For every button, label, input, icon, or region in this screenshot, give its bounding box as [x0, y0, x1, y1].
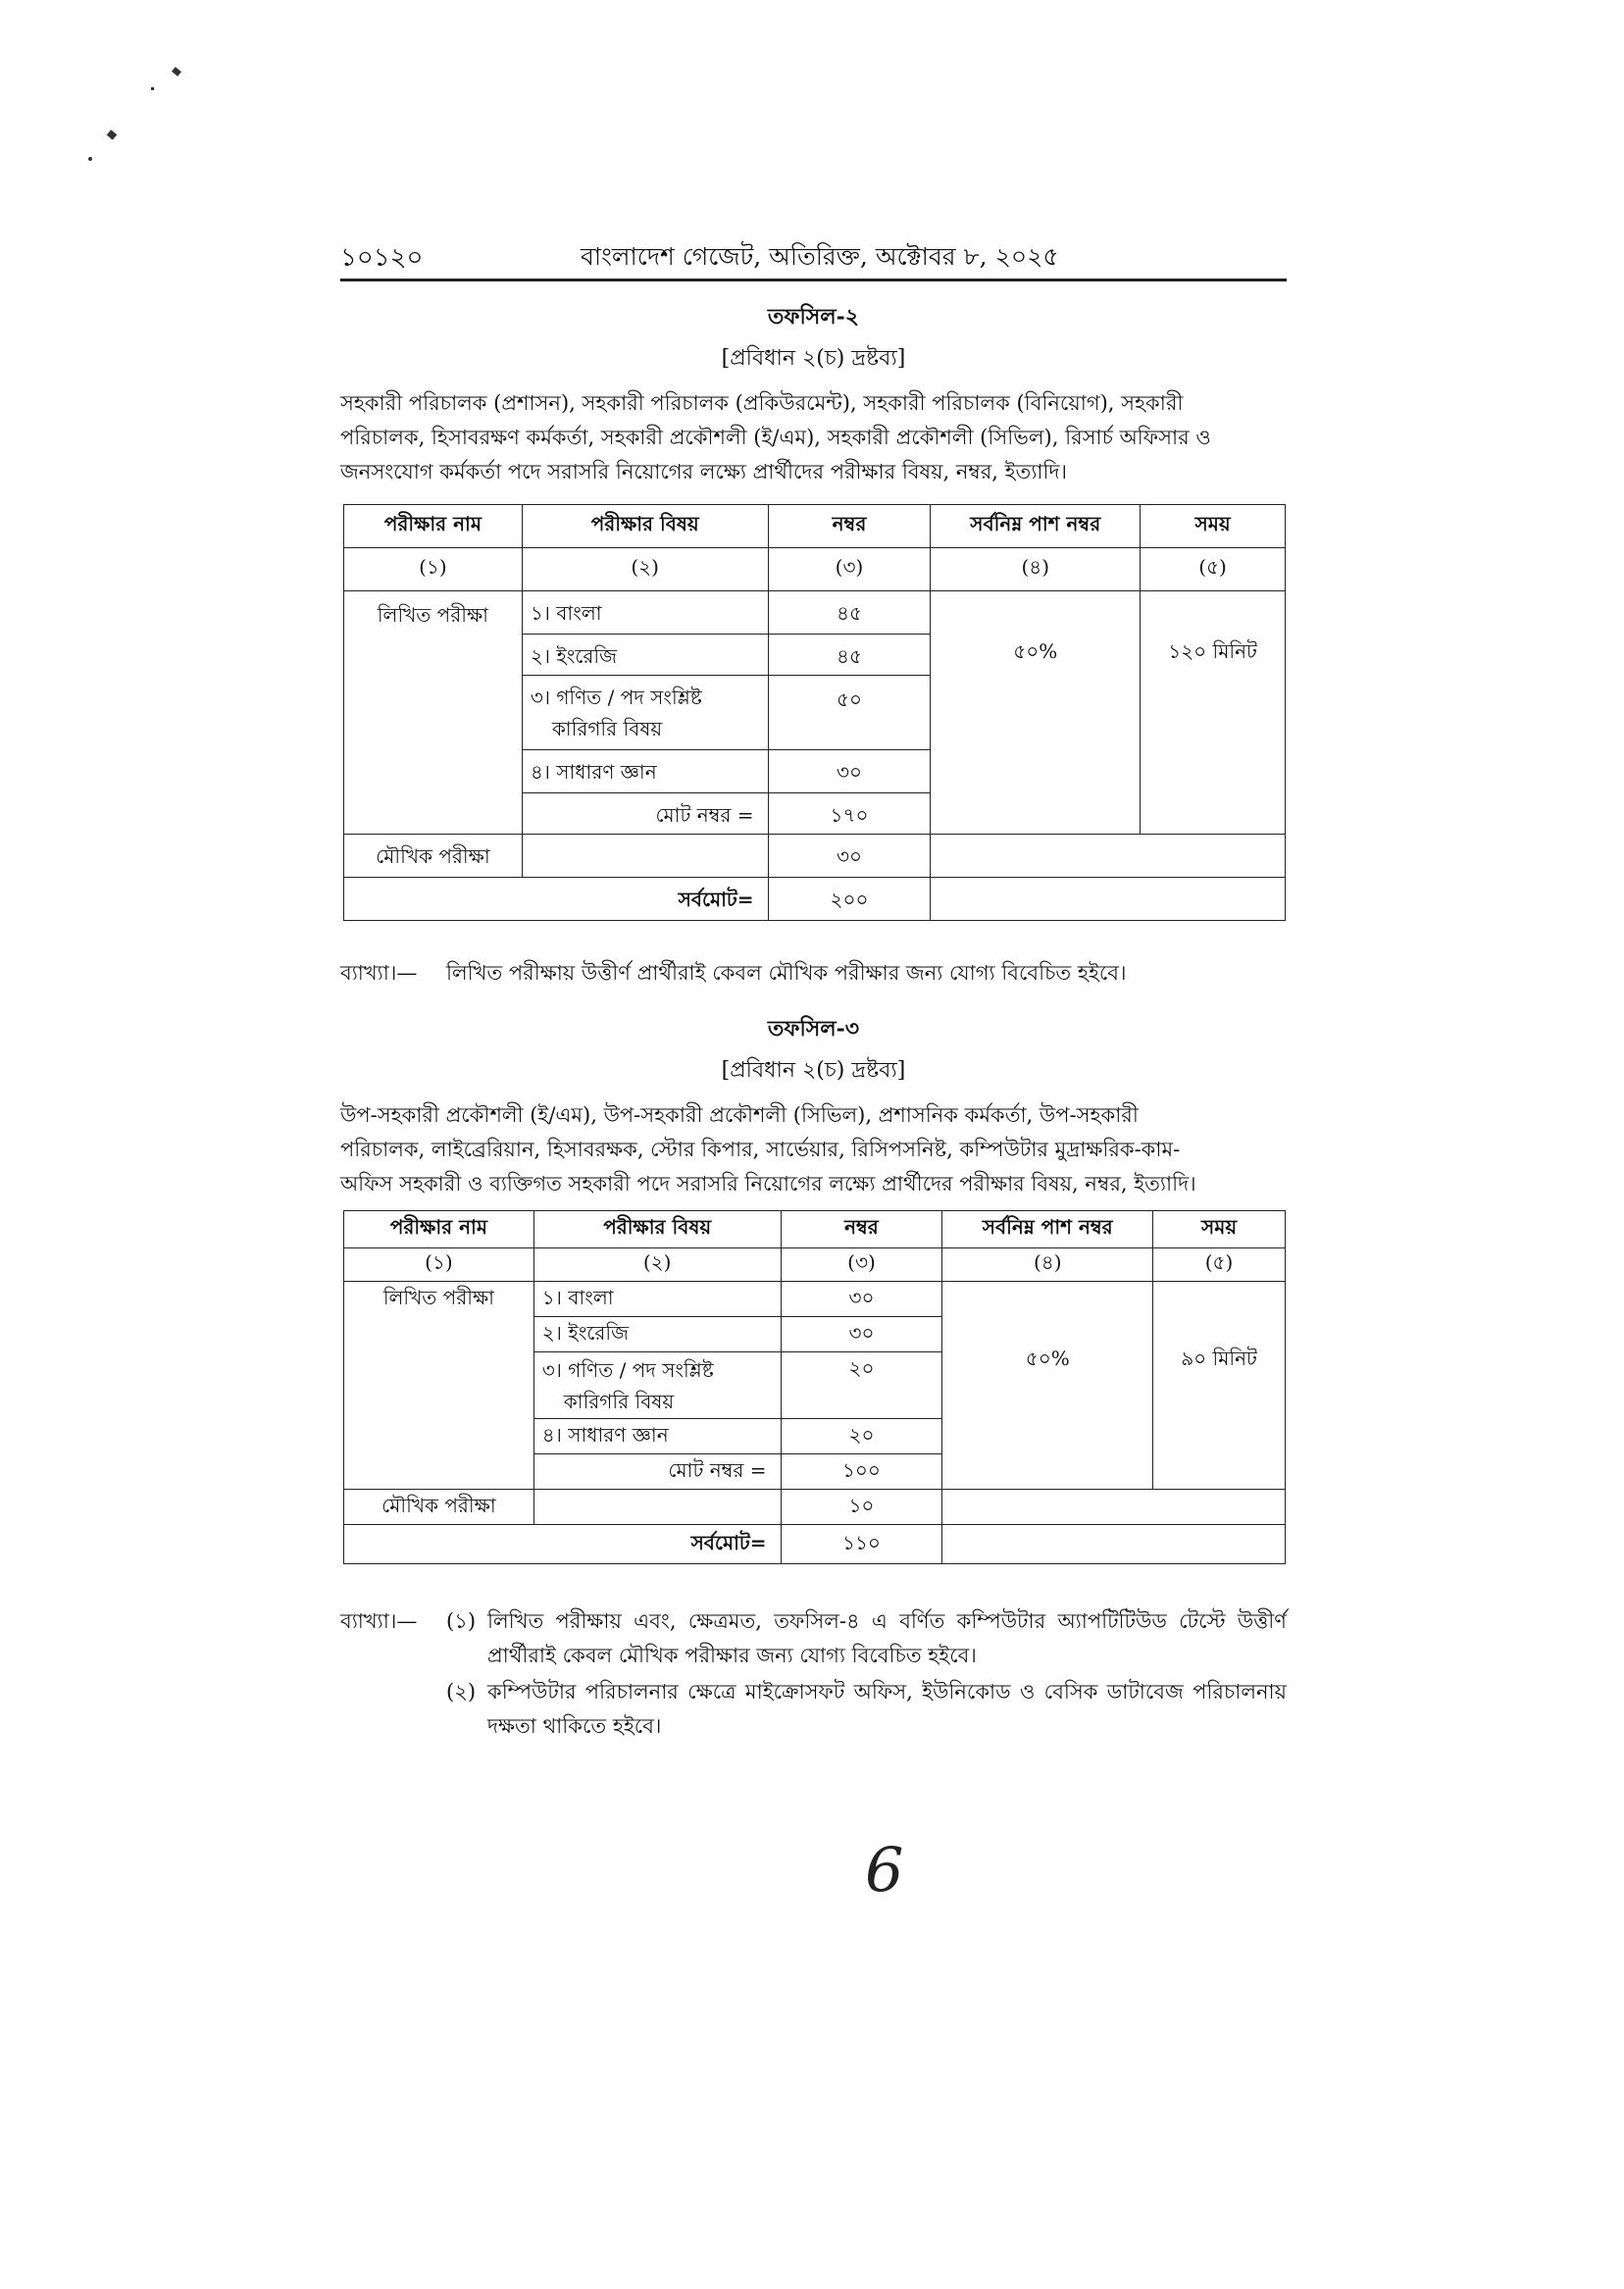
schedule3-explanation	[340, 1604, 1287, 1752]
grand-total-label: সর্বমোট=	[344, 1525, 782, 1564]
grand-total-row	[344, 878, 1286, 921]
column-number: (৫)	[1141, 548, 1286, 591]
exam-time: ৯০ মিনিট	[1153, 1282, 1286, 1490]
grand-total: ২০০	[768, 878, 931, 921]
header-cell: নম্বর	[781, 1211, 942, 1248]
page-header	[340, 231, 1287, 281]
total-marks: ১০০	[781, 1454, 942, 1490]
subject-name: ৩। গণিত / পদ সংশ্লিষ্ট কারিগরি বিষয়	[522, 676, 768, 750]
subject-name: ৪। সাধারণ জ্ঞান	[533, 1419, 781, 1454]
explanation-item-text: কম্পিউটার পরিচালনার ক্ষেত্রে মাইক্রোসফট অফিস, ইউনিকোড ও বেসিক ডাটাবেজ পরিচালনায় দক্ষতা থাকিতে হইবে।	[487, 1680, 1287, 1738]
written-exam-label: লিখিত পরীক্ষা	[344, 591, 523, 835]
table-header-row	[344, 1211, 1286, 1248]
explanation-item-number: (১)	[446, 1609, 477, 1633]
oral-row	[344, 1490, 1286, 1525]
scan-speck	[172, 67, 181, 76]
empty-cell	[942, 1525, 1286, 1564]
total-marks: ১৭০	[768, 793, 931, 835]
oral-marks: ৩০	[768, 835, 931, 878]
subject-marks: ৩০	[781, 1317, 942, 1352]
header-cell: সর্বনিম্ন পাশ নম্বর	[942, 1211, 1153, 1248]
subject-marks: ৫০	[768, 676, 931, 750]
subject-name: ২। ইংরেজি	[522, 635, 768, 676]
explanation-text: লিখিত পরীক্ষায় উত্তীর্ণ প্রার্থীরাই কেবল মৌখিক পরীক্ষার জন্য যোগ্য বিবেচিত হইবে।	[446, 961, 1127, 985]
explanation-item-number: (২)	[446, 1680, 477, 1704]
header-cell: সর্বনিম্ন পাশ নম্বর	[931, 505, 1141, 548]
table-row	[344, 1282, 1286, 1317]
subject-name: ১। বাংলা	[533, 1282, 781, 1317]
column-number: (৪)	[931, 548, 1141, 591]
schedule3-title: তফসিল-৩	[767, 1016, 860, 1042]
grand-total-label: সর্বমোট=	[344, 878, 769, 921]
header-cell: নম্বর	[768, 505, 931, 548]
total-label: মোট নম্বর =	[533, 1454, 781, 1490]
subject-name: ৪। সাধারণ জ্ঞান	[522, 750, 768, 793]
subject-marks: ২০	[781, 1419, 942, 1454]
total-label: মোট নম্বর =	[522, 793, 768, 835]
pass-mark: ৫০%	[931, 591, 1141, 835]
column-number: (২)	[533, 1248, 781, 1282]
subject-marks: ৪৫	[768, 635, 931, 676]
oral-row	[344, 835, 1286, 878]
schedule3-intro: উপ-সহকারী প্রকৌশলী (ই/এম), উপ-সহকারী প্রকৌশলী (সিভিল), প্রশাসনিক কর্মকর্তা, উপ-সহকারী পরিচালক, লাইব্রেরিয়ান, হিসাবরক্ষক, স্টোর কিপার, সার্ভেয়ার, রিসিপসনিষ্ট, কম্পিউটার মুদ্রাক্ষরিক-কাম- অফিস সহকারী ও ব্যক্তিগত সহকারী পদে সরাসরি নিয়োগের লক্ষ্যে প্রার্থীদের পরীক্ষার বিষয়, নম্বর, ইত্যাদি।	[340, 1103, 1196, 1195]
subject-name: ২। ইংরেজি	[533, 1317, 781, 1352]
table-header-row	[344, 505, 1286, 548]
schedule2-subtitle: [প্রবিধান ২(চ) দ্রষ্টব্য]	[721, 346, 906, 371]
subject-marks: ৩০	[768, 750, 931, 793]
schedule2-explanation	[340, 956, 1287, 995]
column-number: (৩)	[781, 1248, 942, 1282]
pass-mark: ৫০%	[942, 1282, 1153, 1490]
schedule3-table	[343, 1210, 1286, 1564]
table-row	[344, 591, 1286, 635]
grand-total-row	[344, 1525, 1286, 1564]
exam-time: ১২০ মিনিট	[1141, 591, 1286, 835]
header-cell: সময়	[1141, 505, 1286, 548]
column-number-row	[344, 548, 1286, 591]
schedule2-title: তফসিল-২	[767, 304, 860, 330]
scan-speck	[88, 157, 92, 161]
header-cell: পরীক্ষার বিষয়	[533, 1211, 781, 1248]
handwritten-page-mark: 6	[865, 1834, 904, 1906]
explanation-label: ব্যাখ্যা।—	[340, 1609, 418, 1633]
explanation-item-text: লিখিত পরীক্ষায় এবং, ক্ষেত্রমত, তফসিল-৪ এ বর্ণিত কম্পিউটার অ্যাপটিটিউড টেস্টে উত্তীর্ণ প্রার্থীরাই কেবল মৌখিক পরীক্ষার জন্য যোগ্য বিবেচিত হইবে।	[487, 1609, 1287, 1667]
page-number: ১০১২০	[340, 243, 424, 273]
header-cell: পরীক্ষার নাম	[344, 505, 523, 548]
schedule2-table	[343, 504, 1286, 921]
header-cell: পরীক্ষার নাম	[344, 1211, 534, 1248]
schedule3-subtitle: [প্রবিধান ২(চ) দ্রষ্টব্য]	[721, 1058, 906, 1083]
scan-speck	[107, 129, 118, 140]
empty-cell	[942, 1490, 1286, 1525]
subject-marks: ৩০	[781, 1282, 942, 1317]
empty-cell	[522, 835, 768, 878]
oral-exam-label: মৌখিক পরীক্ষা	[344, 1490, 534, 1525]
subject-name: ৩। গণিত / পদ সংশ্লিষ্ট কারিগরি বিষয়	[533, 1352, 781, 1419]
empty-cell	[533, 1490, 781, 1525]
grand-total: ১১০	[781, 1525, 942, 1564]
column-number: (১)	[344, 1248, 534, 1282]
subject-name: ১। বাংলা	[522, 591, 768, 635]
written-exam-label: লিখিত পরীক্ষা	[344, 1282, 534, 1490]
subject-marks: ৪৫	[768, 591, 931, 635]
column-number: (৩)	[768, 548, 931, 591]
column-number-row	[344, 1248, 1286, 1282]
subject-marks: ২০	[781, 1352, 942, 1419]
header-cell: সময়	[1153, 1211, 1286, 1248]
oral-marks: ১০	[781, 1490, 942, 1525]
gazette-title: বাংলাদেশ গেজেট, অতিরিক্ত, অক্টোবর ৮, ২০২৫	[581, 242, 1059, 271]
explanation-label: ব্যাখ্যা।—	[340, 961, 418, 985]
empty-cell	[931, 878, 1286, 921]
scan-speck	[151, 87, 154, 90]
header-cell: পরীক্ষার বিষয়	[522, 505, 768, 548]
column-number: (২)	[522, 548, 768, 591]
column-number: (৪)	[942, 1248, 1153, 1282]
empty-cell	[931, 835, 1286, 878]
oral-exam-label: মৌখিক পরীক্ষা	[344, 835, 523, 878]
column-number: (১)	[344, 548, 523, 591]
schedule2-intro: সহকারী পরিচালক (প্রশাসন), সহকারী পরিচালক (প্রকিউরমেন্ট), সহকারী পরিচালক (বিনিয়োগ), সহকারী পরিচালক, হিসাবরক্ষণ কর্মকর্তা, সহকারী প্রকৌশলী (ই/এম), সহকারী প্রকৌশলী (সিভিল), রিসার্চ অফিসার ও জনসংযোগ কর্মকর্তা পদে সরাসরি নিয়োগের লক্ষ্যে প্রার্থীদের পরীক্ষার বিষয়, নম্বর, ইত্যাদি।	[340, 391, 1211, 483]
column-number: (৫)	[1153, 1248, 1286, 1282]
